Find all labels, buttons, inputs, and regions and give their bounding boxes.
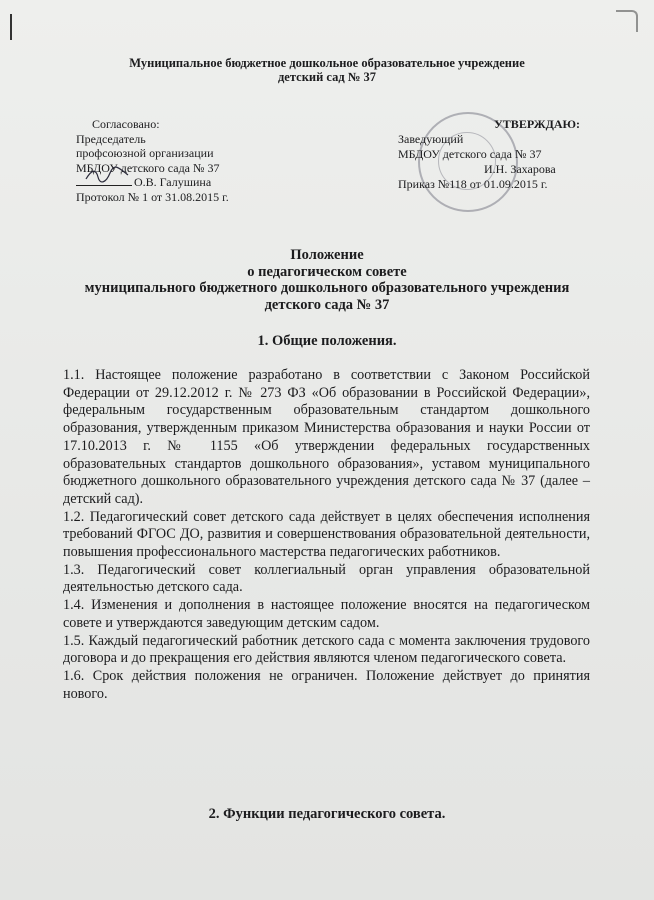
org-number-line: детский сад № 37 bbox=[277, 70, 377, 84]
agreed-block bbox=[76, 117, 229, 204]
agreed-signer: О.В. Галушина bbox=[134, 175, 212, 189]
organization-header bbox=[0, 56, 654, 84]
section-1-body bbox=[63, 367, 590, 703]
paragraph: 1.2. Педагогический совет детского сада действует в целях обеспечения исполнения требований ФГОС ДО, развития и совершенствования образовательной деятельности, повышения профессионального мастерства педагогических работников. bbox=[63, 508, 590, 561]
approved-block bbox=[398, 117, 580, 192]
approved-signer: И.Н. Захарова bbox=[484, 162, 556, 176]
approved-order: Приказ №118 от 01.09.2015 г. bbox=[398, 177, 548, 191]
section-2-heading: 2. Функции педагогического совета. bbox=[208, 806, 446, 822]
paragraph: 1.1. Настоящее положение разработано в соответствии с Законом Российской Федерации от 29.12.2012 г. № 273 ФЗ «Об образовании в Российской Федерации», федеральным государственным образовательным стандартом дошкольного образования, утвержденным приказом Министерства образования и науки России от 17.10.2013 г. № 1155 «Об утверждении федеральных государственных образовательных стандартов дошкольного образования», уставом муниципального бюджетного дошкольного образовательного учреждения детского сада № 37 (далее – детский сад). bbox=[63, 367, 590, 507]
agreed-line: профсоюзной организации bbox=[76, 146, 214, 160]
paragraph: 1.4. Изменения и дополнения в настоящее положение вносятся на педагогическом совете и утверждаются заведующим детским садом. bbox=[63, 597, 590, 631]
section-1-heading: 1. Общие положения. bbox=[257, 333, 397, 349]
title-line: детского сада № 37 bbox=[264, 296, 390, 313]
handwritten-signature bbox=[84, 165, 130, 185]
approved-line: Заведующий bbox=[398, 132, 464, 146]
org-name-line: Муниципальное бюджетное дошкольное образовательное учреждение bbox=[129, 56, 525, 70]
approved-line: МБДОУ детского сада № 37 bbox=[398, 147, 542, 161]
page-corner-mark bbox=[616, 10, 638, 32]
binding-mark bbox=[10, 14, 12, 40]
agreed-line: Председатель bbox=[76, 131, 146, 146]
title-line: о педагогическом совете bbox=[247, 263, 407, 280]
agreed-line: МБДОУ детского сада № 37 bbox=[76, 160, 220, 175]
agreed-heading: Согласовано: bbox=[92, 117, 160, 131]
title-line: муниципального бюджетного дошкольного образовательного учреждения bbox=[84, 280, 570, 296]
title-line: Положение bbox=[290, 247, 364, 263]
document-title bbox=[0, 247, 654, 313]
paragraph: 1.3. Педагогический совет коллегиальный орган управления образовательной деятельностью детского сада. bbox=[63, 561, 590, 596]
approved-heading: УТВЕРЖДАЮ: bbox=[494, 117, 581, 131]
paragraph: 1.6. Срок действия положения не ограничен. Положение действует до принятия нового. bbox=[63, 667, 590, 702]
signature-line bbox=[76, 185, 132, 186]
agreed-protocol: Протокол № 1 от 31.08.2015 г. bbox=[76, 189, 229, 204]
paragraph: 1.5. Каждый педагогический работник детского сада с момента заключения трудового договора и до прекращения его действия являются членом педагогического совета. bbox=[63, 632, 590, 667]
